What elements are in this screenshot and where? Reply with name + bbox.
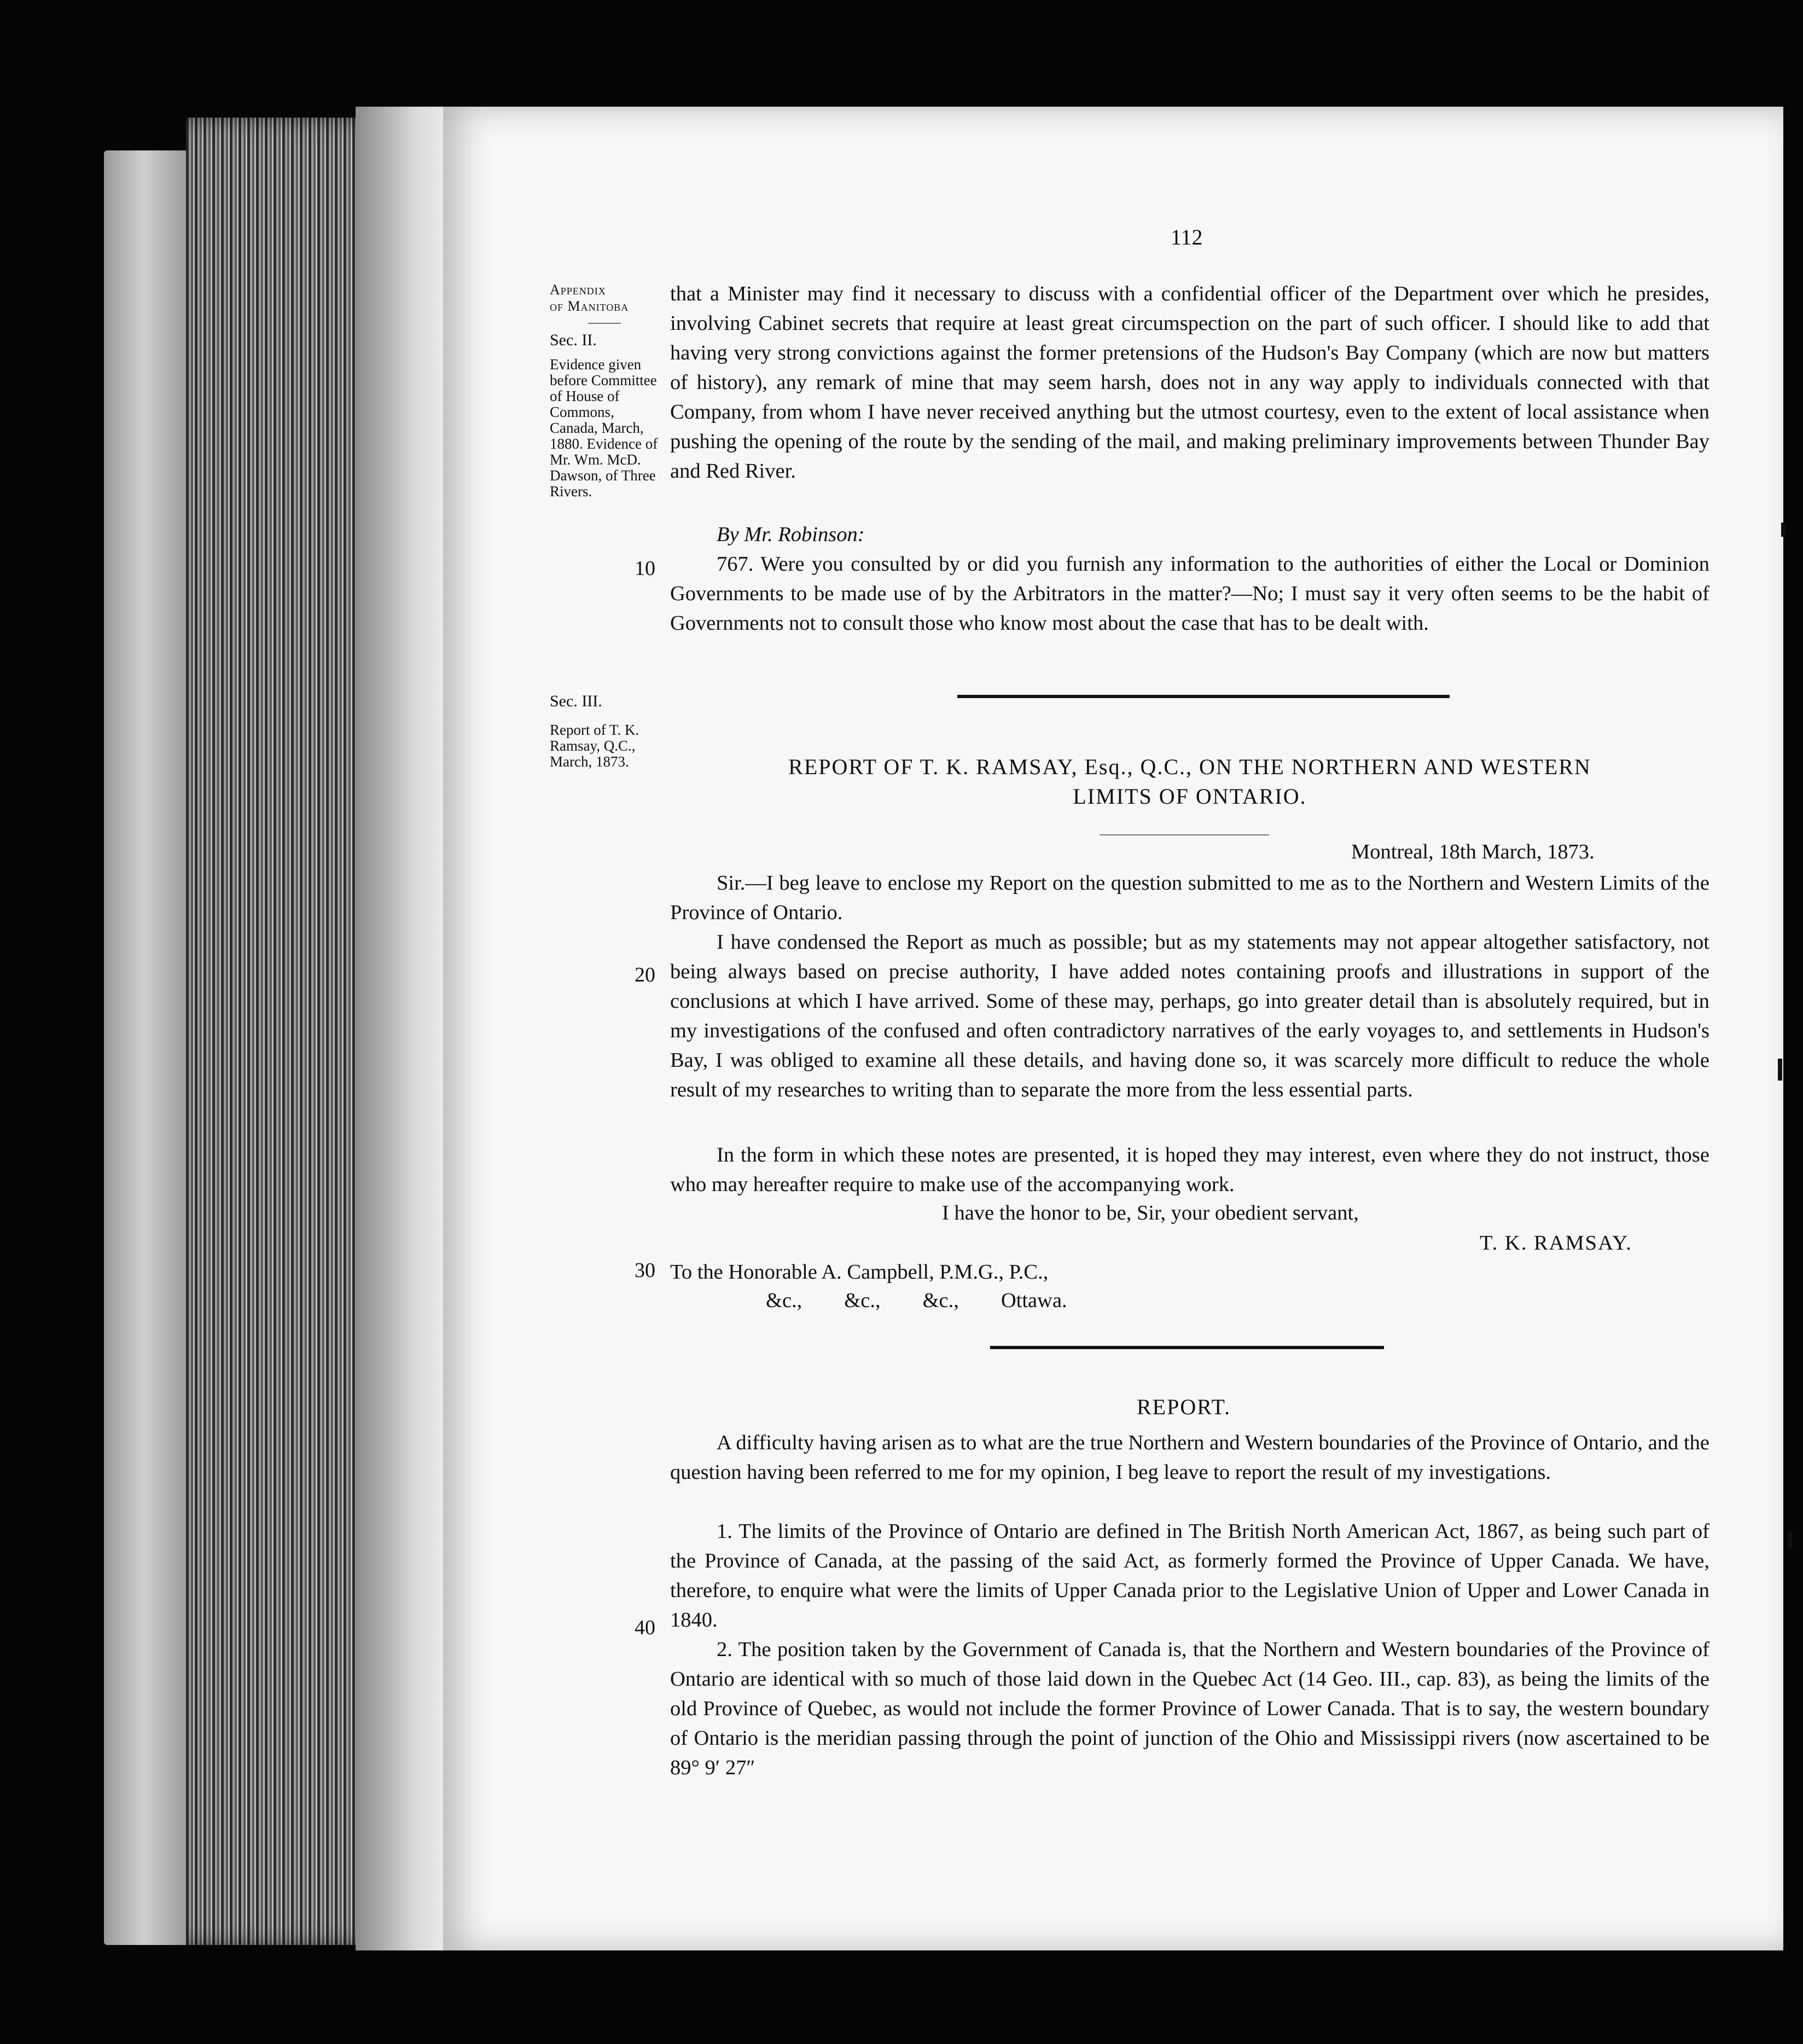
testimony-paragraph: that a Minister may find it necessary to discuss with a confidential officer of the Department over which he presides, involving Cabinet secrets that require at least great circumspection on the part of such officer. I should like to add that having very strong convictions against the former pretensions of the Hudson's Bay Company (which are now but matters of history), any remark of mine that may seem harsh, does not in any way apply to individuals connected with that Company, from whom I have never received anything but the utmost courtesy, even to the extent of local assistance when pushing the opening of the route by the sending of the mail, and making preliminary improvements between Thunder Bay and Red River. bbox=[670, 282, 1709, 483]
page-number: 112 bbox=[1171, 225, 1203, 249]
by-line: By Mr. Robinson: bbox=[717, 523, 865, 546]
report-paragraph-2: 2. The position taken by the Government of Canada is, that the Northern and Western boundaries of the Province of Ontario are identical with so much of those laid down in the Quebec Act (14 Geo. III., cap. 83), as being the limits of the old Province of Quebec, as would not include the former Province of Lower Canada. That is to say, the western boundary of Ontario is the meridian passing through the point of junction of the Ohio and Mississippi rivers (now ascertained to be 89° 9′ 27″ bbox=[670, 1638, 1709, 1779]
report-title-line2: LIMITS OF ONTARIO. bbox=[1073, 784, 1307, 809]
sidenote-section-iii: Sec. III. bbox=[550, 692, 602, 710]
title-divider bbox=[1100, 834, 1269, 835]
line-number: 10 bbox=[635, 557, 655, 580]
report-heading: REPORT. bbox=[1137, 1395, 1231, 1419]
page-curl bbox=[356, 107, 454, 1950]
question-767: 767. Were you consulted by or did you furnish any information to the authorities of either the Local or Dominion Governments to be made use of by the Arbitrators in the matter?—No; I must say it very often seems to be the habit of Governments not to consult those who know most about the case that has to be dealt with. bbox=[670, 553, 1709, 635]
line-number: 40 bbox=[635, 1616, 655, 1639]
scan-mark bbox=[1788, 1532, 1792, 1548]
report-title-line1: REPORT OF T. K. RAMSAY, Esq., Q.C., ON THE NORTHERN AND WESTERN bbox=[788, 754, 1591, 779]
sidenote-evidence: Evidence given before Committee of House of Commons, Canada, March, 1880. Evidence of Mr. Wm. McD. Dawson, of Three Rivers. bbox=[550, 356, 658, 500]
report-paragraph-1: 1. The limits of the Province of Ontario are defined in The British North American Act, 1867, as being such part of the Province of Canada, at the passing of the said Act, as formerly formed the Province of Upper Canada. We have, therefore, to enquire what were the limits of Upper Canada prior to the Legislative Union of Upper and Lower Canada in 1840. bbox=[670, 1520, 1709, 1631]
sidenote-divider bbox=[588, 323, 621, 324]
sidenote-appendix-line1: Appendix bbox=[550, 282, 606, 298]
signature: T. K. RAMSAY. bbox=[1480, 1232, 1632, 1255]
scan-mark bbox=[1778, 1059, 1782, 1081]
line-number: 30 bbox=[635, 1259, 655, 1282]
sidenote-report: Report of T. K. Ramsay, Q.C., March, 1873. bbox=[550, 722, 639, 770]
sidenote-appendix-line2: of Manitoba bbox=[550, 298, 629, 314]
letter-paragraph-2: I have condensed the Report as much as possible; but as my statements may not appear altogether satisfactory, not being always based on precise authority, I have added notes containing proofs and illustrations in support of the conclusions at which I have arrived. Some of these may, perhaps, go into greater detail than is absolutely required, but in my investigations of the confused and often contradictory narratives of the early voyages to, and settlements in Hudson's Bay, I was obliged to examine all these details, and having done so, it was scarcely more difficult to reduce the whole result of my researches to writing than to separate the more from the less essential parts. bbox=[670, 931, 1709, 1101]
addressee-line1: To the Honorable A. Campbell, P.M.G., P.C., bbox=[670, 1261, 1049, 1284]
report-paragraph-intro: A difficulty having arisen as to what are the true Northern and Western boundaries of the Province of Ontario, and the question having been referred to me for my opinion, I beg leave to report the result of my investigations. bbox=[670, 1431, 1709, 1484]
closing-line: I have the honor to be, Sir, your obedient servant, bbox=[942, 1201, 1359, 1224]
letter-paragraph-3: In the form in which these notes are presented, it is hoped they may interest, even where they do not instruct, those who may hereafter require to make use of the accompanying work. bbox=[670, 1143, 1709, 1196]
report-title bbox=[670, 752, 1709, 811]
section-rule bbox=[957, 695, 1450, 698]
dateline: Montreal, 18th March, 1873. bbox=[1351, 840, 1595, 863]
sidenote-section-ii: Sec. II. bbox=[550, 331, 597, 349]
line-number: 20 bbox=[635, 963, 655, 986]
letter-rule bbox=[990, 1346, 1384, 1349]
letter-paragraph-1: Sir.—I beg leave to enclose my Report on the question submitted to me as to the Northern and Western Limits of the Province of Ontario. bbox=[670, 872, 1709, 924]
scan-mark bbox=[1781, 522, 1785, 537]
addressee-line2: &c., &c., &c., Ottawa. bbox=[766, 1289, 1067, 1312]
